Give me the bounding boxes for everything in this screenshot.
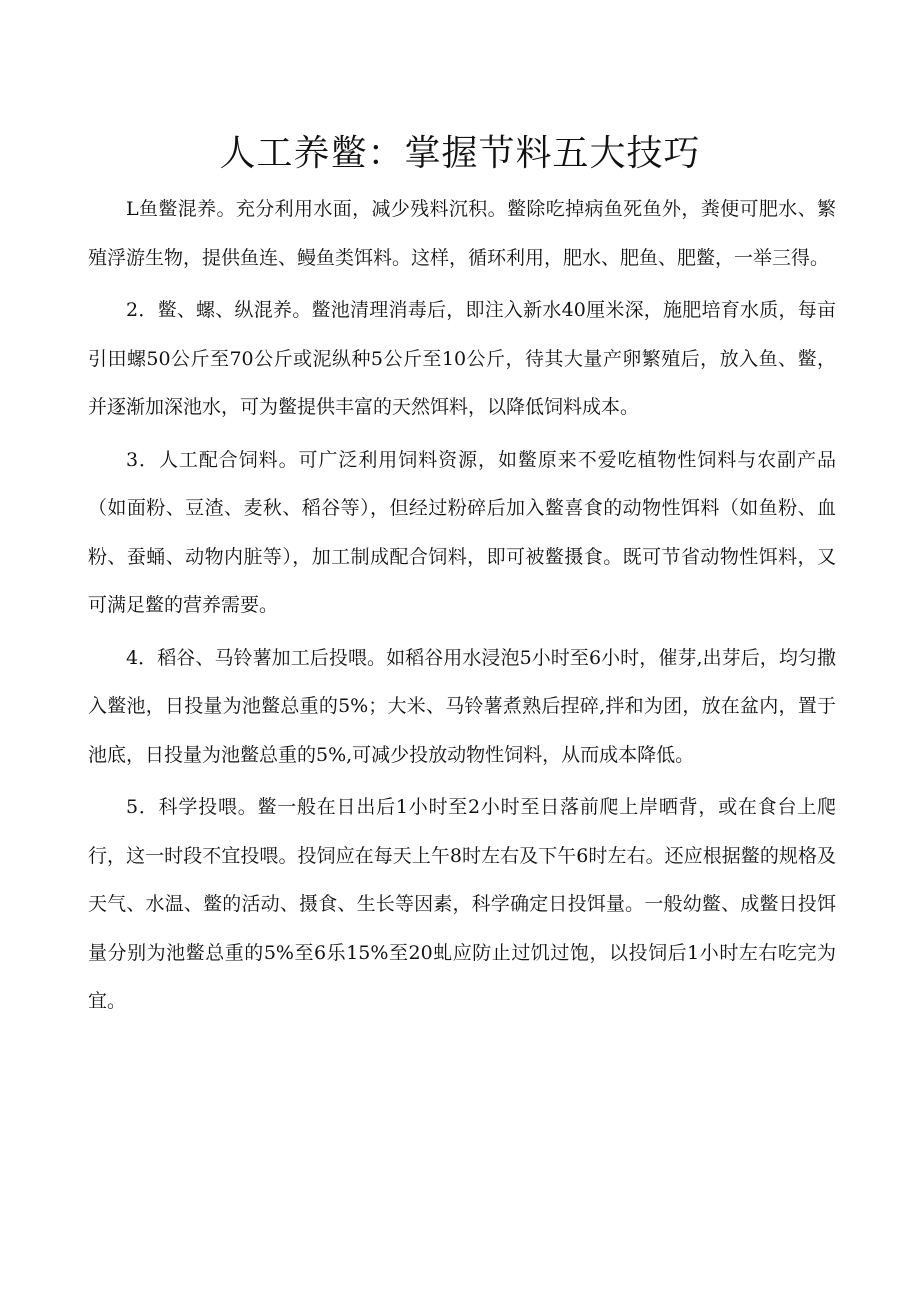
document-body (88, 185, 836, 1030)
document-title: 人工养鳖：掌握节料五大技巧 (219, 133, 701, 174)
paragraph-3: 3．人工配合饲料。可广泛利用饲料资源，如鳖原来不爱吃植物性饲料与农副产品（如面粉、豆渣、麦秋、稻谷等），但经过粉碎后加入鳖喜食的动物性饵料（如鱼粉、血粉、蚕蛹、动物内脏等），加工制成配合饲料，即可被鳖摄食。既可节省动物性饵料，又可满足鳖的营养需要。 (88, 448, 836, 616)
paragraph-2: 2．鳖、螺、纵混养。鳖池清理消毒后，即注入新水40厘米深，施肥培育水质，每亩引田螺50公斤至70公斤或泥纵种5公斤至10公斤，待其大量产卵繁殖后，放入鱼、鳖，并逐渐加深池水，可为鳖提供丰富的天然饵料，以降低饲料成本。 (88, 299, 836, 418)
paragraph-1: L鱼鳖混养。充分利用水面，减少残料沉积。鳖除吃掉病鱼死鱼外，粪便可肥水、繁殖浮游生物，提供鱼连、鳗鱼类饵料。这样，循环利用，肥水、肥鱼、肥鳖，一举三得。 (88, 198, 836, 269)
paragraph-4: 4．稻谷、马铃薯加工后投喂。如稻谷用水浸泡5小时至6小时，催芽,出芽后，均匀撒入鳖池，日投量为池鳖总重的5%；大米、马铃薯煮熟后捏碎,拌和为团，放在盆内，置于池底，日投量为池鳖总重的5%,可减少投放动物性饲料，从而成本降低。 (88, 646, 836, 766)
paragraph-5: 5．科学投喂。鳖一般在日出后1小时至2小时至日落前爬上岸晒背，或在食台上爬行，这一时段不宜投喂。投饲应在每天上午8时左右及下午6时左右。还应根据鳖的规格及天气、水温、鳖的活动、摄食、生长等因素，科学确定日投饵量。一般幼鳖、成鳖日投饵量分别为池鳖总重的5%至6乐15%至20虬应防止过饥过饱，以投饲后1小时左右吃完为宜。 (88, 796, 836, 1012)
